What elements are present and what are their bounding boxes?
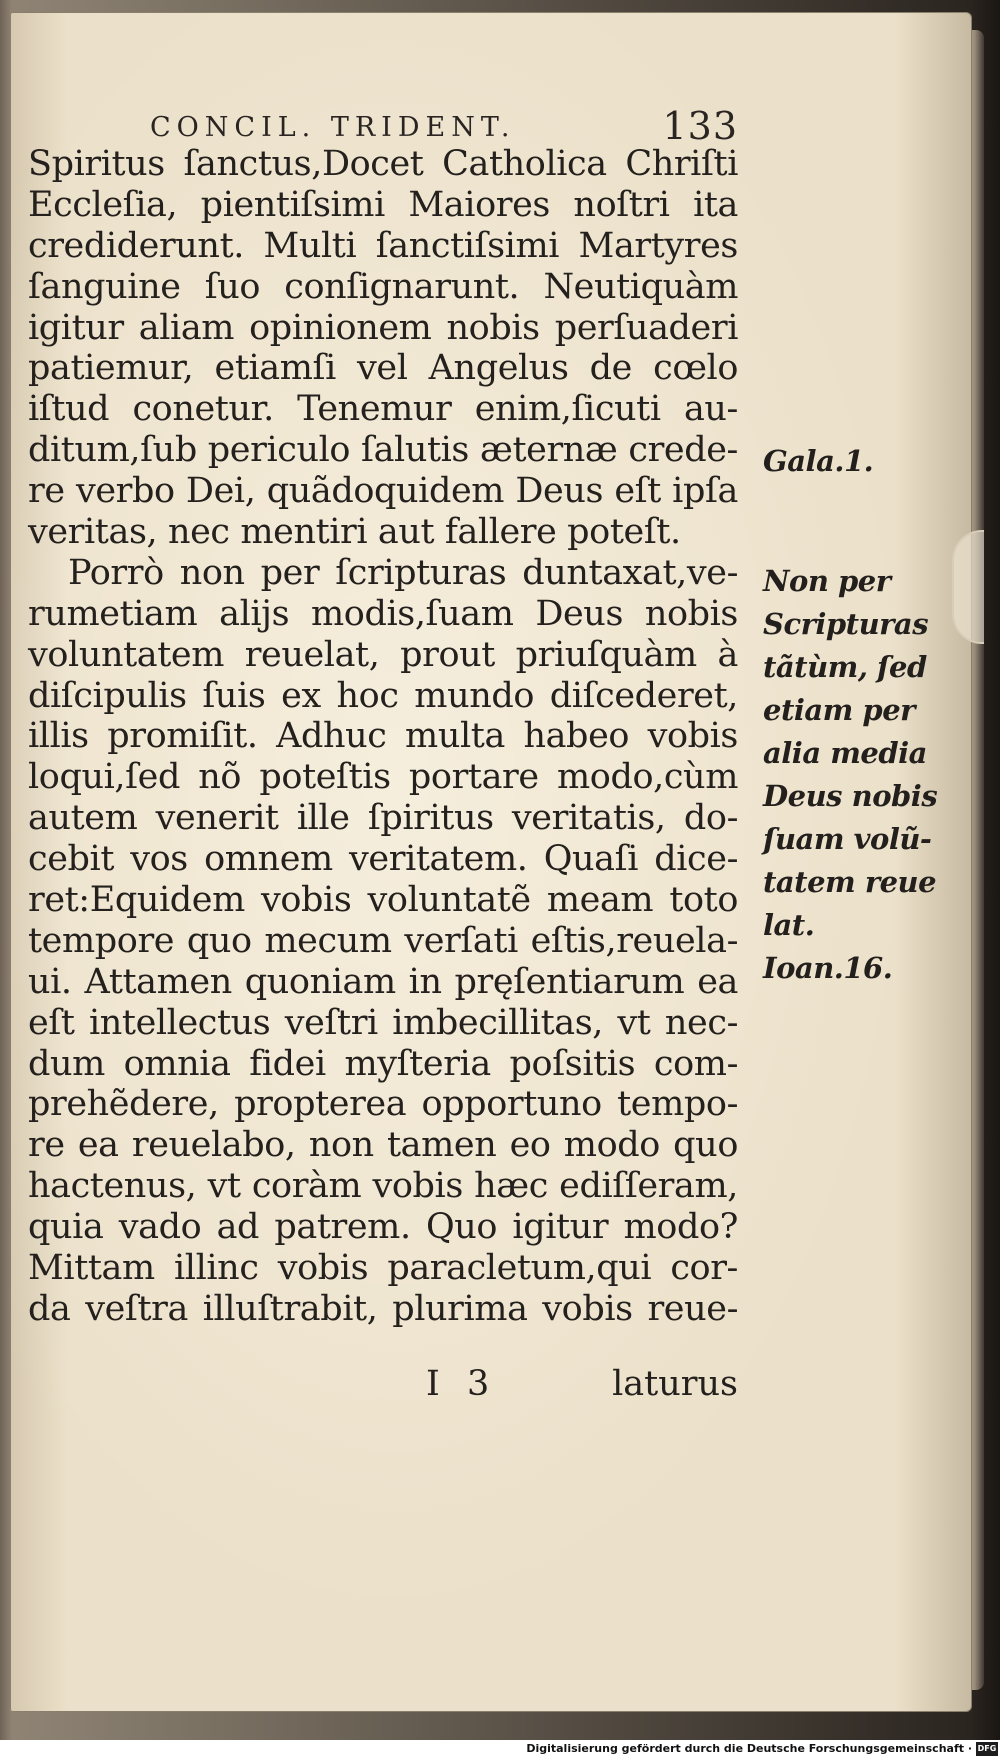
text-line: autem venerit ille ſpiritus veritatis, do- bbox=[28, 798, 738, 839]
text-line: re ea reuelabo, non tamen eo modo quo bbox=[28, 1125, 738, 1166]
text-line: Eccleſia, pientiſsimi Maiores noſtri ita bbox=[28, 184, 738, 225]
margin-note: Non per bbox=[763, 564, 891, 598]
margin-note: Deus nobis bbox=[763, 779, 938, 813]
book-clasp bbox=[952, 530, 984, 644]
text-line: Mittam illinc vobis paracletum,qui cor- bbox=[28, 1248, 738, 1289]
text-line: dum omnia fidei myſteria poſsitis com- bbox=[28, 1043, 738, 1084]
text-line: rumetiam alijs modis,ſuam Deus nobis bbox=[28, 593, 738, 634]
body-text bbox=[28, 144, 938, 1330]
text-line: quia vado ad patrem. Quo igitur modo? bbox=[28, 1207, 738, 1248]
margin-note: tãtùm, ſed bbox=[763, 650, 927, 684]
margin-note: Ioan.16. bbox=[763, 951, 893, 985]
margin-note: ſuam volũ- bbox=[763, 822, 932, 856]
page-number: 133 bbox=[662, 104, 738, 148]
text-line: illis promiſit. Adhuc multa habeo vobis bbox=[28, 716, 738, 757]
text-line: crediderunt. Multi ſanctiſsimi Martyres bbox=[28, 225, 738, 266]
text-line: tempore quo mecum verſati eſtis,reuela- bbox=[28, 920, 738, 961]
text-line: ſanguine ſuo conſignarunt. Neutiquàm bbox=[28, 266, 738, 307]
text-line: cebit vos omnem veritatem. Quaſi dice- bbox=[28, 839, 738, 880]
margin-note: etiam per bbox=[763, 693, 915, 727]
text-line: ditum,ſub periculo ſalutis æternæ crede- bbox=[28, 430, 738, 471]
margin-note: tatem reue bbox=[763, 865, 937, 899]
margin-note: Scripturas bbox=[763, 607, 929, 641]
text-line: Porrò non per ſcripturas duntaxat,ve- bbox=[68, 552, 738, 593]
text-line: da veſtra illuſtrabit, plurima vobis reue- bbox=[28, 1288, 738, 1329]
text-line: hactenus, vt coràm vobis hæc ediſſeram, bbox=[28, 1166, 738, 1207]
running-title: CONCIL. TRIDENT. bbox=[150, 112, 516, 143]
margin-note: Gala.1. bbox=[763, 444, 874, 478]
signature-mark: I 3 bbox=[426, 1364, 498, 1404]
catchword: laturus bbox=[612, 1364, 738, 1404]
text-line: igitur aliam opinionem nobis perſuaderi bbox=[28, 307, 738, 348]
book-page bbox=[10, 12, 972, 1712]
dfg-logo-icon: DFG bbox=[976, 1742, 998, 1756]
text-line: ui. Attamen quoniam in pręſentiarum ea bbox=[28, 961, 738, 1002]
page-footer bbox=[28, 1364, 738, 1410]
text-line: eſt intellectus veſtri imbecillitas, vt nec- bbox=[28, 1002, 738, 1043]
text-line: veritas, nec mentiri aut fallere poteſt. bbox=[28, 512, 681, 553]
text-line: prehẽdere, propterea opportuno tempo- bbox=[28, 1084, 738, 1125]
digitization-credit: Digitalisierung gefördert durch die Deutsche Forschungsgemeinschaft · bbox=[526, 1742, 972, 1755]
text-line: re verbo Dei, quãdoquidem Deus eſt ipſa bbox=[28, 471, 738, 512]
text-line: diſcipulis ſuis ex hoc mundo diſcederet, bbox=[28, 675, 738, 716]
text-line: Spiritus ſanctus,Docet Catholica Chriſti bbox=[28, 144, 738, 184]
text-line: patiemur, etiamſi vel Angelus de cœlo bbox=[28, 348, 738, 389]
text-line: ret:Equidem vobis voluntatẽ meam toto bbox=[28, 880, 738, 921]
margin-note: lat. bbox=[763, 908, 815, 942]
text-line: loqui,ſed nõ poteſtis portare modo,cùm bbox=[28, 757, 738, 798]
digitization-credit-bar bbox=[0, 1740, 1000, 1759]
text-line: iſtud conetur. Tenemur enim,ſicuti au- bbox=[28, 389, 738, 430]
text-line: voluntatem reuelat, prout priuſquàm à bbox=[28, 634, 738, 675]
margin-note: alia media bbox=[763, 736, 927, 770]
